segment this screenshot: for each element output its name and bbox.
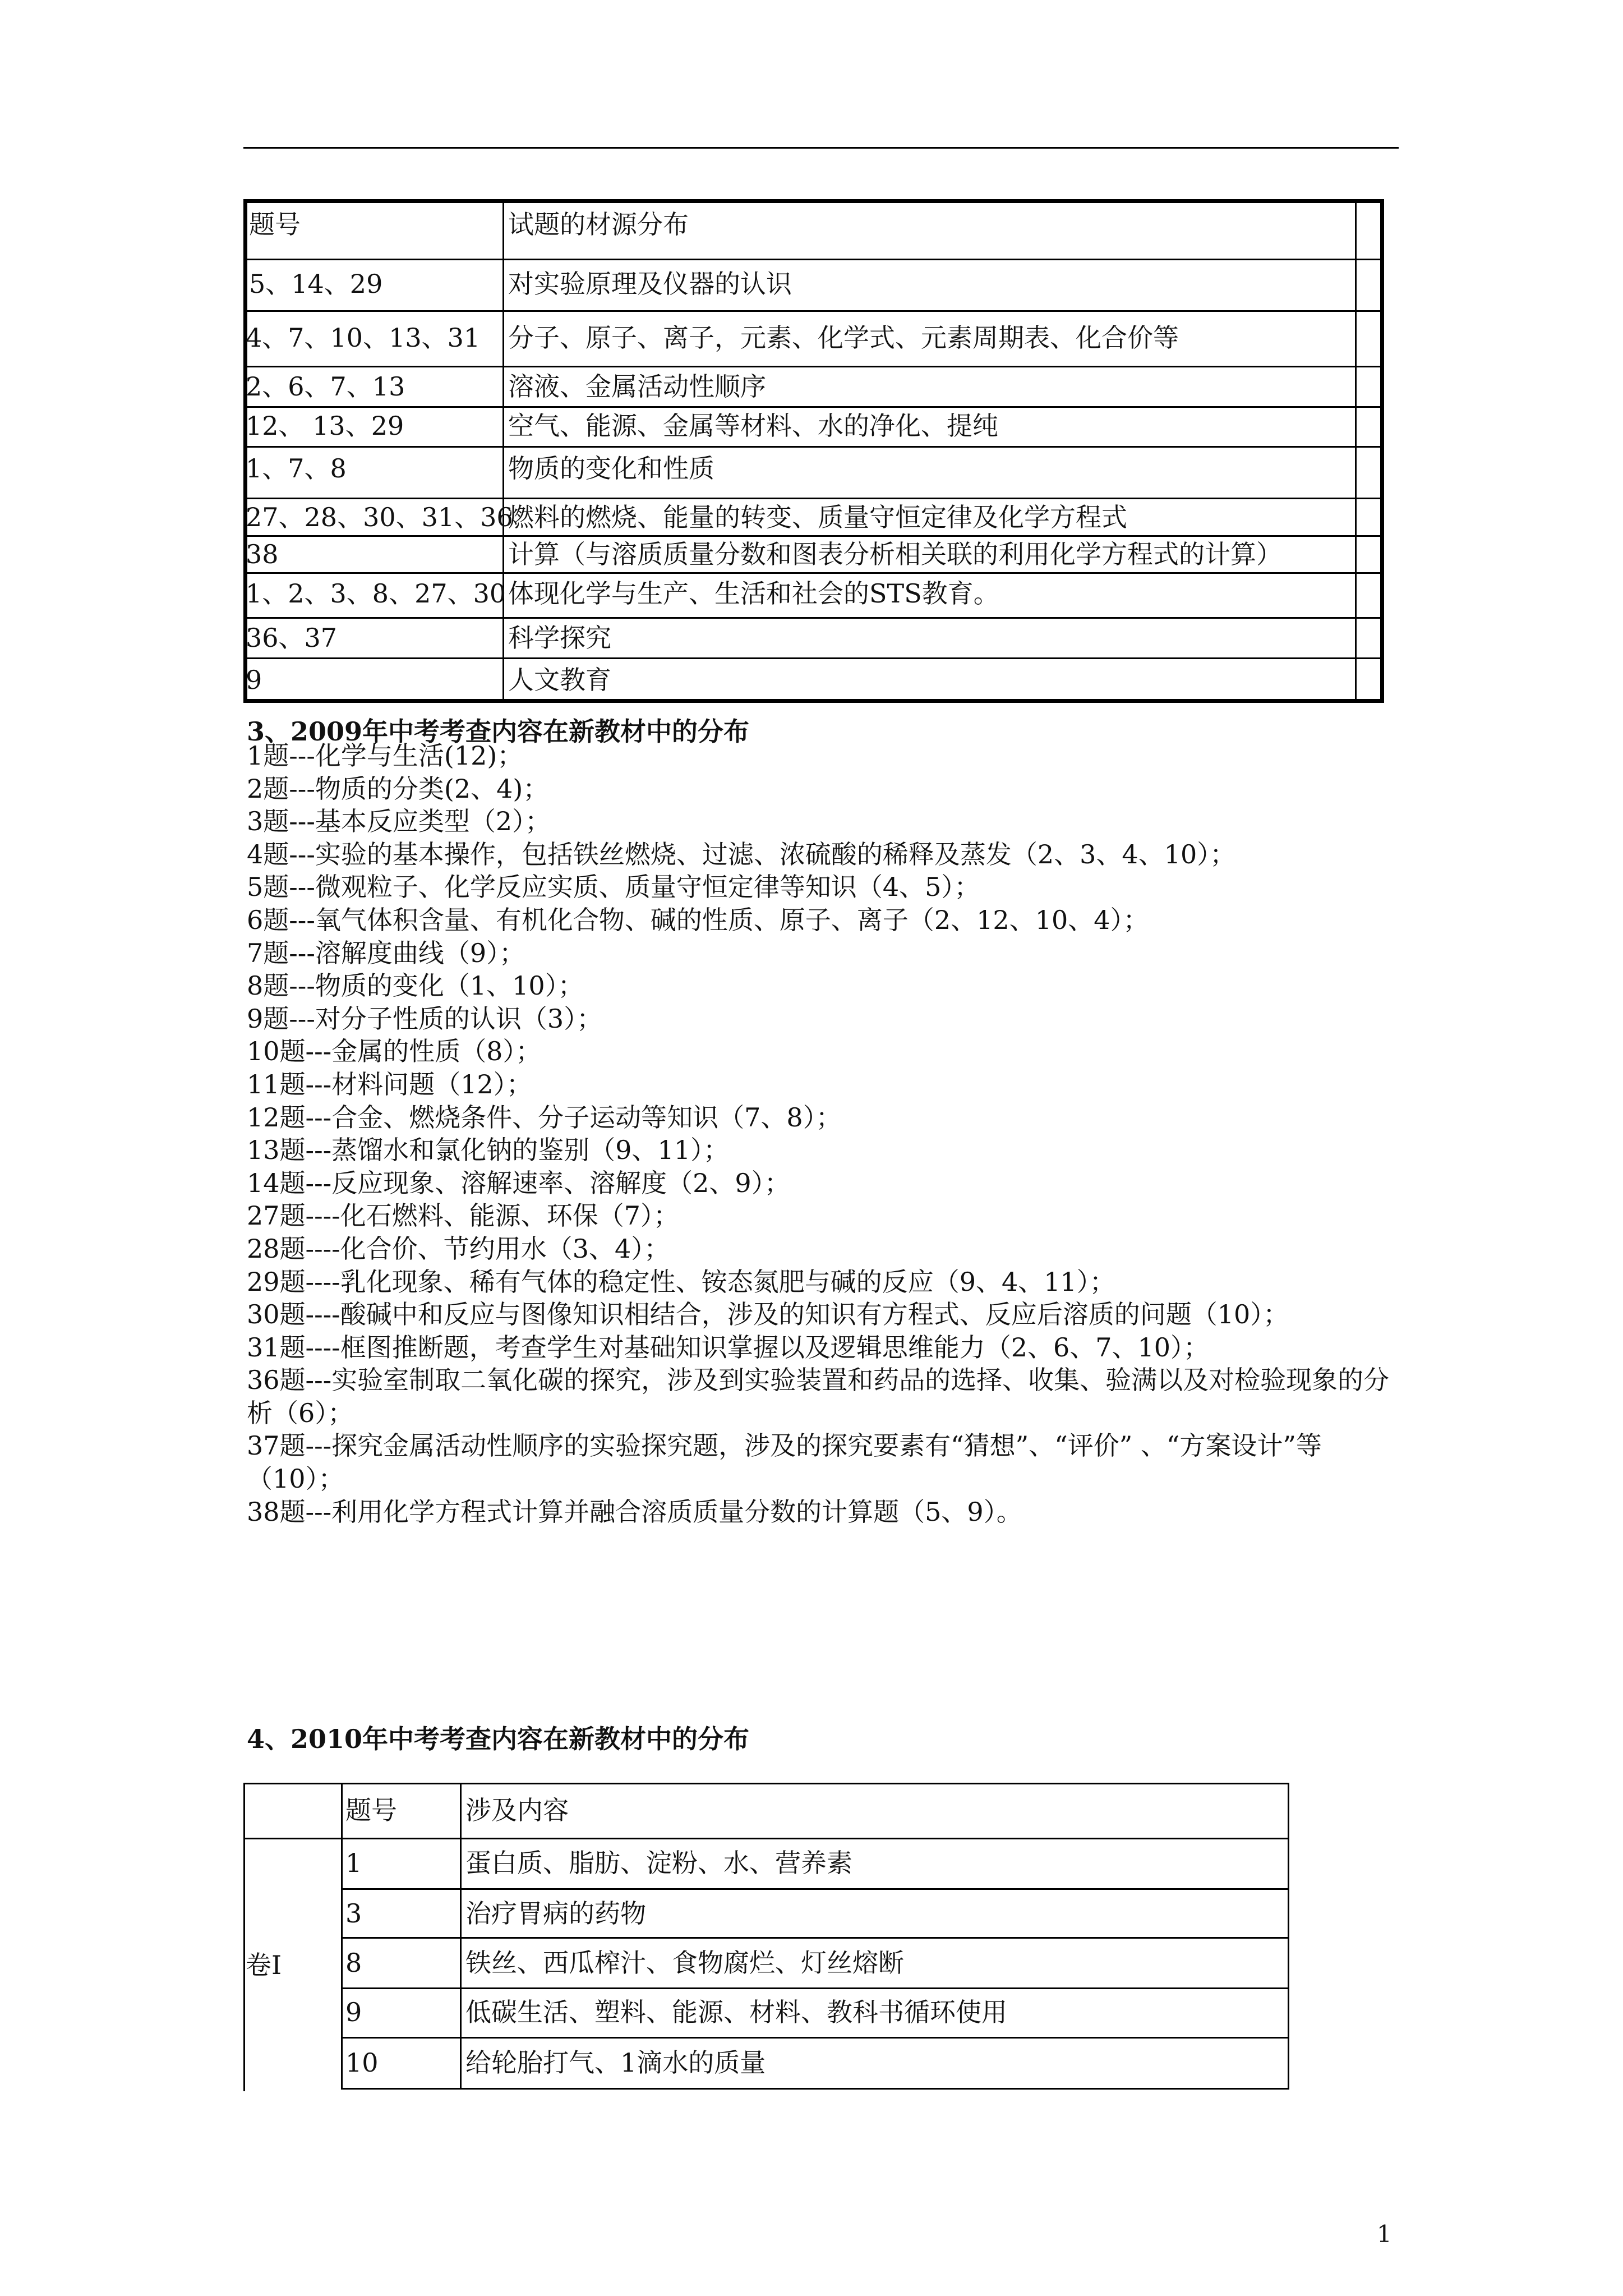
list-item: 2题---物质的分类(2、4)； (247, 773, 549, 804)
table-cell: 对实验原理及仪器的认识 (508, 269, 792, 299)
row-divider (243, 572, 1384, 574)
section-3-heading: 3、2009年中考考查内容在新教材中的分布 (247, 716, 750, 747)
list-item: 3题---基本反应类型（2）； (247, 806, 551, 837)
table-cell: 体现化学与生产、生活和社会的STS教育。 (508, 578, 999, 609)
list-item: 14题---反应现象、溶解速率、溶解度（2、9）； (247, 1167, 790, 1198)
list-item: 6题---氧气体积含量、有机化合物、碱的性质、原子、离子（2、12、10、4）； (247, 904, 1149, 935)
header-question-number: 题号 (345, 1795, 397, 1825)
list-item: 28题----化合价、节约用水（3、4）； (247, 1233, 670, 1264)
row-divider (243, 1783, 1289, 1784)
table-cell: 溶液、金属活动性顺序 (508, 371, 766, 402)
row-divider (341, 1987, 1289, 1989)
list-item: 27题----化石燃料、能源、环保（7）； (247, 1200, 679, 1231)
row-divider (341, 2037, 1289, 2039)
header-source-distribution: 试题的材源分布 (508, 209, 689, 240)
table-cell: 36、37 (246, 623, 338, 653)
column-divider (243, 1783, 245, 2091)
group-label: 卷Ⅰ (246, 1950, 282, 1980)
list-item: 11题---材料问题（12）； (247, 1069, 532, 1099)
list-item: 4题---实验的基本操作，包括铁丝燃烧、过滤、浓硫酸的稀释及蒸发（2、3、4、10）； (247, 839, 1236, 869)
column-divider (460, 1783, 462, 2090)
table-cell: 分子、原子、离子，元素、化学式、元素周期表、化合价等 (508, 323, 1179, 353)
row-divider (243, 535, 1384, 537)
list-item: 38题---利用化学方程式计算并融合溶质质量分数的计算题（5、9）。 (247, 1496, 1022, 1527)
row-divider (243, 498, 1384, 499)
table-cell: 8 (345, 1948, 362, 1978)
list-item: 31题----框图推断题，考查学生对基础知识掌握以及逻辑思维能力（2、6、7、10）； (247, 1332, 1210, 1363)
row-divider (243, 406, 1384, 408)
row-divider (243, 617, 1384, 619)
section-4-heading: 4、2010年中考考查内容在新教材中的分布 (247, 1724, 750, 1754)
table-cell: 9 (246, 665, 262, 695)
list-item: 10题---金属的性质（8）； (247, 1036, 542, 1067)
list-item: 36题---实验室制取二氧化碳的探究，涉及到实验装置和药品的选择、收集、验满以及对检验现象的分析（6）； (247, 1365, 1390, 1428)
row-divider (243, 310, 1384, 312)
list-item: 29题----乳化现象、稀有气体的稳定性、铵态氮肥与碱的反应（9、4、11）； (247, 1266, 1115, 1297)
content-2010-table (243, 1783, 1289, 2091)
table-cell: 3 (345, 1898, 362, 1929)
header-rule (243, 147, 1399, 149)
table-cell: 蛋白质、脂肪、淀粉、水、营养素 (465, 1848, 852, 1878)
column-divider (1355, 199, 1357, 703)
table-cell: 2、6、7、13 (246, 371, 405, 402)
column-divider (1288, 1783, 1289, 2090)
list-item: 1题---化学与生活(12)； (247, 740, 523, 771)
table-cell: 治疗胃病的药物 (465, 1898, 646, 1929)
column-divider (502, 199, 504, 703)
table-cell: 燃料的燃烧、能量的转变、质量守恒定律及化学方程式 (508, 502, 1127, 532)
list-item: 12题---合金、燃烧条件、分子运动等知识（7、8）； (247, 1102, 842, 1133)
page-number: 1 (1377, 2220, 1392, 2248)
table-cell: 给轮胎打气、1滴水的质量 (465, 2047, 766, 2078)
table-cell: 1、7、8 (246, 453, 347, 484)
header-content: 涉及内容 (465, 1795, 569, 1825)
row-divider (243, 1838, 1289, 1839)
table-cell: 9 (345, 1997, 362, 2027)
table-cell: 人文教育 (508, 665, 611, 695)
list-item: 5题---微观粒子、化学反应实质、质量守恒定律等知识（4、5）； (247, 872, 980, 903)
row-divider (341, 1888, 1289, 1890)
list-item: 30题----酸碱中和反应与图像知识相结合，涉及的知识有方程式、反应后溶质的问题（10）； (247, 1299, 1289, 1330)
table-cell: 科学探究 (508, 623, 611, 653)
list-item: 7题---溶解度曲线（9）； (247, 937, 525, 968)
table-cell: 1、2、3、8、27、30 (246, 578, 506, 609)
table-cell: 12、 13、29 (246, 411, 404, 441)
list-item: 13题---蒸馏水和氯化钠的鉴别（9、11）； (247, 1135, 729, 1166)
row-divider (243, 446, 1384, 448)
row-divider (243, 259, 1384, 260)
table-cell: 低碳生活、塑料、能源、材料、教科书循环使用 (465, 1997, 1007, 2027)
list-item: 37题---探究金属活动性顺序的实验探究题，涉及的探究要素有“猜想”、“评价” 、“方案设计”等（10）； (247, 1430, 1322, 1494)
list-item: 9题---对分子性质的认识（3）； (247, 1003, 603, 1034)
header-question-number: 题号 (249, 209, 301, 240)
distribution-2009-list (247, 739, 1402, 1528)
table-cell: 4、7、10、13、31 (246, 323, 481, 353)
row-divider (243, 366, 1384, 367)
table-cell: 1 (345, 1848, 362, 1878)
table-border (243, 199, 1384, 703)
row-divider (341, 1937, 1289, 1939)
table-cell: 计算（与溶质质量分数和图表分析相关联的利用化学方程式的计算） (508, 539, 1282, 569)
table-cell: 5、14、29 (249, 269, 383, 299)
row-divider (243, 657, 1384, 659)
table-cell: 10 (345, 2047, 379, 2078)
row-divider (341, 2088, 1289, 2090)
column-divider (341, 1783, 343, 2090)
table-cell: 38 (246, 539, 279, 569)
table-cell: 物质的变化和性质 (508, 453, 714, 484)
list-item: 8题---物质的变化（1、10）； (247, 970, 584, 1001)
table-cell: 铁丝、西瓜榨汁、食物腐烂、灯丝熔断 (465, 1948, 904, 1978)
question-source-table (243, 199, 1384, 703)
table-cell: 27、28、30、31、36 (246, 502, 513, 532)
table-cell: 空气、能源、金属等材料、水的净化、提纯 (508, 411, 998, 441)
